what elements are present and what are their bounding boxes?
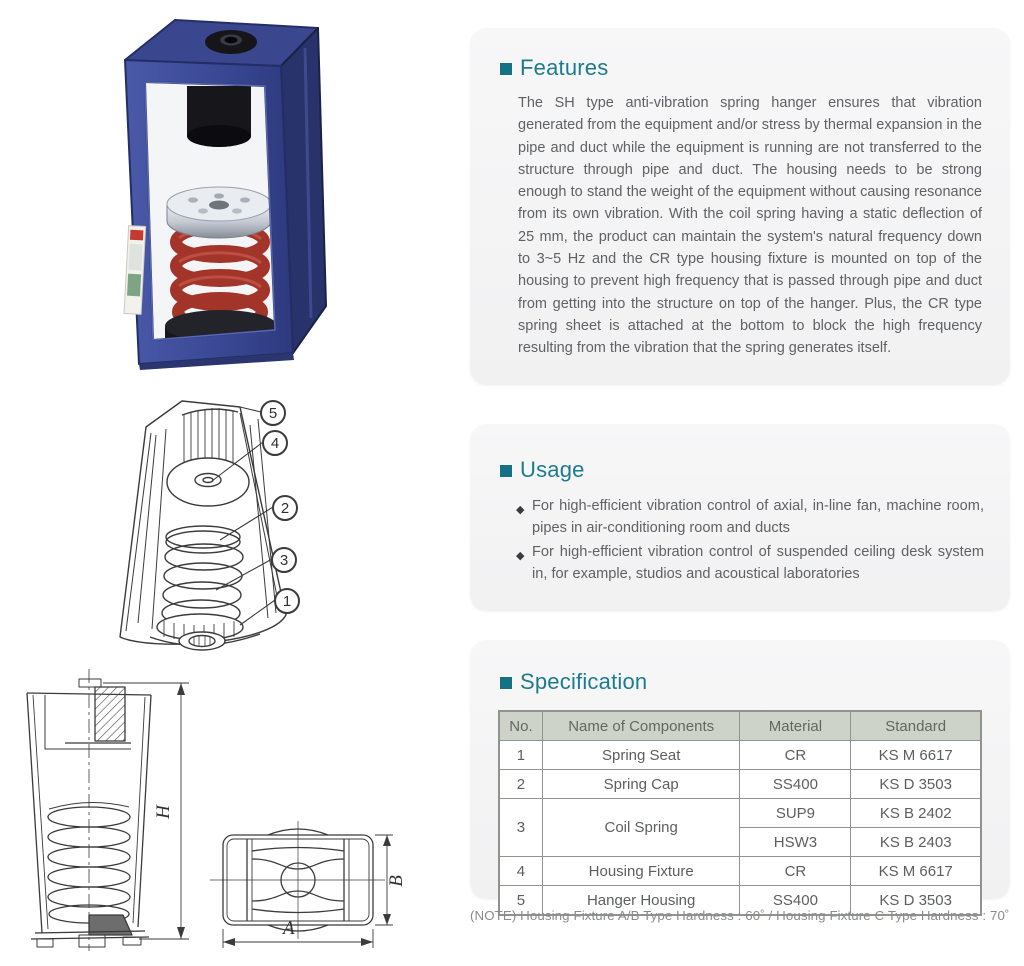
ribbed-cylinder <box>184 408 233 465</box>
dimension-illustration <box>5 663 445 958</box>
hatched-fixture-block <box>95 687 125 741</box>
usage-item-text: For high-efficient vibration control of suspended ceiling desk system in, for example, studios and acoustical laboratories <box>532 544 984 582</box>
dim-label-B: B <box>385 875 407 887</box>
spec-row <box>499 770 981 799</box>
spec-cell-standard: KS D 3503 <box>851 886 981 916</box>
usage-item <box>516 496 984 539</box>
top-view <box>210 821 393 948</box>
spec-cell-material: SS400 <box>740 886 851 916</box>
spec-cell-standard: KS B 2403 <box>851 828 981 857</box>
section-square-icon <box>500 63 512 75</box>
spec-cell-material: SS400 <box>740 770 851 799</box>
specification-panel <box>470 640 1010 909</box>
spec-row <box>499 857 981 886</box>
diamond-bullet-icon: ◆ <box>516 504 525 516</box>
spec-row <box>499 799 981 828</box>
usage-heading <box>470 424 1010 483</box>
spec-cell-material: CR <box>740 857 851 886</box>
spec-cell-standard: KS B 2402 <box>851 799 981 828</box>
features-panel <box>470 28 1010 385</box>
hardness-note: (NOTE) Housing Fixture A/B Type Hardness : 60˚ / Housing Fixture C Type Hardness : 70˚ <box>470 908 1010 923</box>
spec-cell-material: HSW3 <box>740 828 851 857</box>
spec-cell-standard: KS M 6617 <box>851 741 981 770</box>
spec-cell-material: SUP9 <box>740 799 851 828</box>
spec-cell-standard: KS D 3503 <box>851 770 981 799</box>
usage-list <box>516 496 984 585</box>
callout-hanger-housing: 5 <box>260 400 286 426</box>
cutaway-illustration <box>90 385 320 660</box>
spec-cell-standard: KS M 6617 <box>851 857 981 886</box>
spec-cell-no: 2 <box>499 770 542 799</box>
spec-cell-name: Spring Seat <box>542 741 740 770</box>
features-body-text: The SH type anti-vibration spring hanger ensures that vibration generated from the equipment and/or stress by thermal expansion in the pipe and duct while the equipment is running are not transferred to the structure through pipe and duct. The housing needs to be strong enough to stand the weight of the equipment without causing resonance from its own vibration. With the coil spring having a static deflection of 25 mm, the product can maintain the system's natural frequency down to 3~5 Hz and the CR type housing fixture is mounted on top of the housing to prevent high frequency that is passed through pipe and duct from getting into the structure on top of the hanger. Plus, the CR type spring sheet is attached at the bottom to block the high frequency resulting from the vibration that the spring generates itself. <box>518 95 982 357</box>
dim-label-A: A <box>283 918 295 939</box>
dimension-drawing <box>5 663 445 958</box>
specification-table <box>498 710 982 916</box>
spec-cell-name: Hanger Housing <box>542 886 740 916</box>
spec-header-row <box>499 711 981 741</box>
spec-cell-name: Coil Spring <box>542 799 740 857</box>
spec-col-no: No. <box>499 711 542 741</box>
spec-cell-name: Spring Cap <box>542 770 740 799</box>
spec-cell-no: 4 <box>499 857 542 886</box>
spec-cell-no: 3 <box>499 799 542 857</box>
spec-table-body <box>499 741 981 916</box>
diamond-bullet-icon: ◆ <box>516 550 525 562</box>
spec-cell-no: 1 <box>499 741 542 770</box>
spec-cell-material: CR <box>740 741 851 770</box>
spec-cell-name: Housing Fixture <box>542 857 740 886</box>
product-photo <box>83 8 353 370</box>
spec-row <box>499 741 981 770</box>
section-square-icon <box>500 465 512 477</box>
spec-col-standard: Standard <box>851 711 981 741</box>
callout-spring-seat: 1 <box>274 588 300 614</box>
usage-panel <box>470 424 1010 611</box>
callout-spring-cap: 2 <box>272 495 298 521</box>
specification-heading <box>470 640 1010 695</box>
spec-col-name: Name of Components <box>542 711 740 741</box>
callout-housing-fixture: 4 <box>262 430 288 456</box>
section-square-icon <box>500 677 512 689</box>
usage-item-text: For high-efficient vibration control of axial, in-line fan, machine room, pipes in air-conditioning room and ducts <box>532 498 984 536</box>
spring-hanger-photo-illustration <box>83 8 353 370</box>
features-heading <box>470 28 1010 81</box>
dim-label-H: H <box>152 805 174 819</box>
callout-coil-spring: 3 <box>271 547 297 573</box>
spec-cell-no: 5 <box>499 886 542 916</box>
usage-item <box>516 542 984 585</box>
cutaway-drawing <box>90 385 320 660</box>
usage-title: Usage <box>520 457 585 482</box>
specification-title: Specification <box>520 669 648 694</box>
features-title: Features <box>520 55 609 80</box>
spec-col-material: Material <box>740 711 851 741</box>
